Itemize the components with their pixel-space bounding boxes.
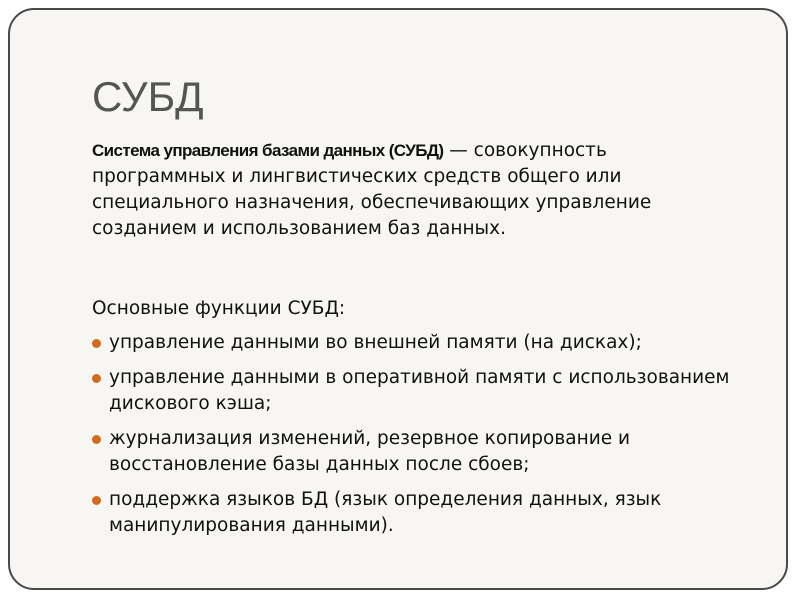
slide-title: СУБД <box>92 73 204 120</box>
list-item-text: поддержка языков БД (язык определения данных, язык манипулирования данными). <box>109 489 662 536</box>
slide-frame <box>8 8 788 590</box>
definition-paragraph <box>92 138 742 242</box>
bullet-icon <box>92 435 101 444</box>
list-item <box>92 426 742 478</box>
definition-text: — совокупность программных и лингвистических средств общего или специального назначения, обеспечивающих управление созданием и использованием баз данных. <box>92 140 652 239</box>
list-item <box>92 365 742 417</box>
bullet-icon <box>92 496 101 505</box>
slide-body <box>92 138 742 548</box>
list-item <box>92 330 742 356</box>
bullet-icon <box>92 374 101 383</box>
list-item-text: управление данными во внешней памяти (на дисках); <box>109 332 642 353</box>
list-item <box>92 487 742 539</box>
definition-term: Система управления базами данных (СУБД) <box>92 141 444 160</box>
functions-heading: Основные функции СУБД: <box>92 298 346 319</box>
functions-list <box>92 330 742 539</box>
list-item-text: журнализация изменений, резервное копирование и восстановление базы данных после сбоев; <box>109 428 630 475</box>
bullet-icon <box>92 339 101 348</box>
list-item-text: управление данными в оперативной памяти с использованием дискового кэша; <box>109 367 730 414</box>
